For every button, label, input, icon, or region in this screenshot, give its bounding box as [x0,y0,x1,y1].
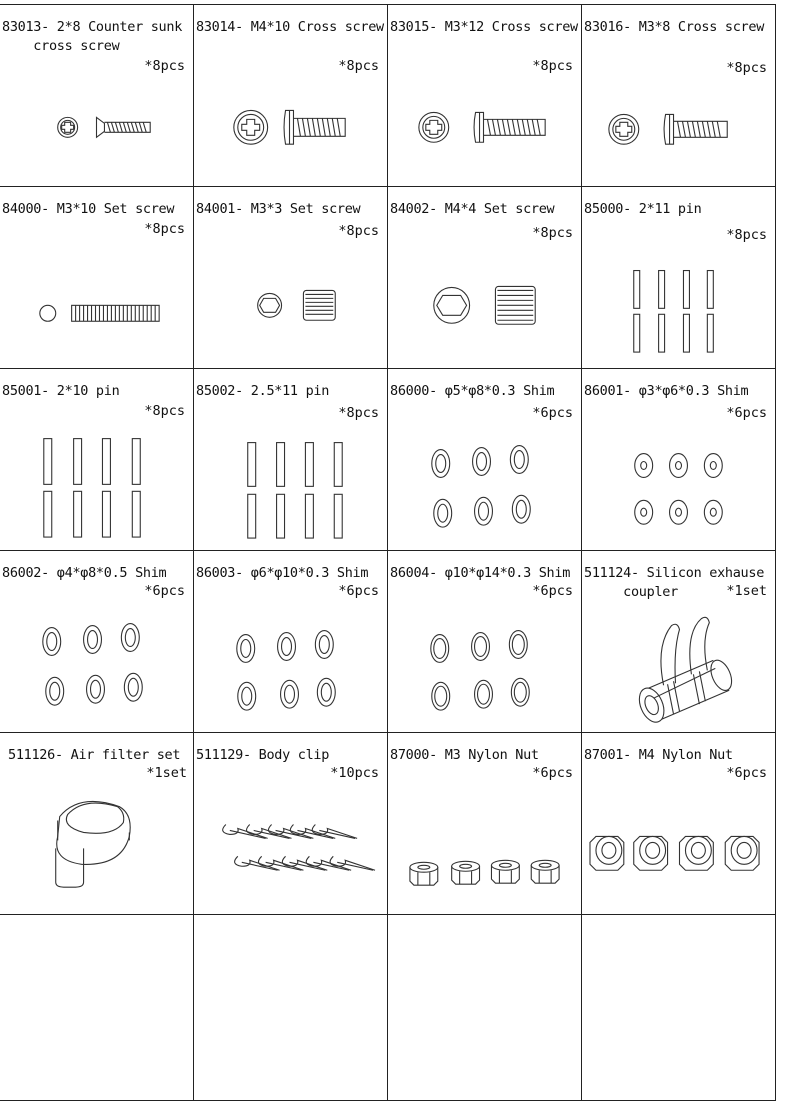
part-quantity: *8pcs [532,225,573,241]
part-name: M3*10 Set screw [56,201,175,217]
part-cell [0,187,194,368]
part-name: 2*8 Counter sunk cross screw [33,19,183,54]
part-name: φ10*φ14*0.3 Shim [444,565,571,581]
pins-icon [0,369,193,550]
part-quantity: *8pcs [726,60,767,76]
part-cell [388,551,582,732]
pins-icon [194,369,387,550]
part-cell [0,369,194,550]
shims-icon [388,369,581,550]
part-code: 86003- [196,565,243,581]
empty-cell [582,915,776,1100]
part-code: 511126- [8,747,63,763]
part-name: M3 Nylon Nut [444,747,539,763]
part-code: 87001- [584,747,631,763]
cross-screw-icon [194,5,387,186]
part-name: Body clip [258,747,330,763]
part-code: 87000- [390,747,437,763]
parts-row [0,369,776,551]
part-cell [0,5,194,186]
part-quantity: *8pcs [144,221,185,237]
part-cell [194,5,388,186]
empty-cell [0,915,194,1100]
part-quantity: *6pcs [726,405,767,421]
parts-grid [0,4,776,1101]
part-cell [194,187,388,368]
part-name: Silicon exhause coupler [623,565,765,600]
part-name: 2.5*11 pin [250,383,330,399]
part-name: φ5*φ8*0.3 Shim [444,383,555,399]
nylon-nut-small-icon [388,733,581,914]
part-quantity: *8pcs [338,58,379,74]
part-quantity: *8pcs [144,58,185,74]
part-name: M3*8 Cross screw [638,19,765,35]
part-cell [388,733,582,914]
part-name: 2*10 pin [56,383,120,399]
part-name: M3*12 Cross screw [444,19,578,35]
part-cell [582,369,776,550]
part-name: Air filter set [70,747,181,763]
part-quantity: *8pcs [338,405,379,421]
part-code: 85000- [584,201,631,217]
part-quantity: *10pcs [330,765,379,781]
shims-icon [582,369,775,550]
empty-cell [388,915,582,1100]
shims-icon [194,551,387,732]
set-screw-short-icon [388,187,581,368]
countersunk-screw-icon [0,5,193,186]
part-code: 86004- [390,565,437,581]
part-code: 511124- [584,565,639,581]
part-cell [0,733,194,914]
set-screw-long-icon [0,187,193,368]
shims-icon [0,551,193,732]
part-cell [0,551,194,732]
part-cell [582,5,776,186]
part-name: M4 Nylon Nut [638,747,733,763]
part-cell [582,551,776,732]
part-code: 83013- [2,19,49,35]
part-quantity: *1set [726,583,767,599]
part-code: 84002- [390,201,437,217]
part-cell [194,733,388,914]
part-code: 85001- [2,383,49,399]
part-code: 86001- [584,383,631,399]
part-cell [194,551,388,732]
part-quantity: *1set [146,765,187,781]
body-clip-icon [194,733,387,914]
part-name: φ4*φ8*0.5 Shim [56,565,167,581]
part-code: 86002- [2,565,49,581]
part-cell [388,369,582,550]
part-cell [388,5,582,186]
part-code: 84001- [196,201,243,217]
pins-icon [582,187,775,368]
nylon-nut-large-icon [582,733,775,914]
part-name: φ3*φ6*0.3 Shim [638,383,749,399]
part-cell [582,733,776,914]
part-code: 83016- [584,19,631,35]
part-cell [388,187,582,368]
part-quantity: *6pcs [532,765,573,781]
part-code: 84000- [2,201,49,217]
part-quantity: *6pcs [532,583,573,599]
exhaust-coupler-icon [582,551,775,732]
part-quantity: *6pcs [726,765,767,781]
part-quantity: *8pcs [726,227,767,243]
parts-row-empty [0,915,776,1101]
part-cell [582,187,776,368]
part-name: φ6*φ10*0.3 Shim [250,565,369,581]
part-quantity: *6pcs [338,583,379,599]
part-code: 83015- [390,19,437,35]
part-quantity: *6pcs [144,583,185,599]
part-quantity: *8pcs [144,403,185,419]
set-screw-short-icon [194,187,387,368]
part-code: 85002- [196,383,243,399]
cross-screw-icon [582,5,775,186]
parts-row [0,5,776,187]
cross-screw-icon [388,5,581,186]
parts-row [0,187,776,369]
part-name: 2*11 pin [638,201,702,217]
part-quantity: *8pcs [338,223,379,239]
empty-cell [194,915,388,1100]
part-code: 83014- [196,19,243,35]
parts-row [0,551,776,733]
part-name: M4*4 Set screw [444,201,555,217]
shims-icon [388,551,581,732]
part-code: 511129- [196,747,251,763]
part-code: 86000- [390,383,437,399]
air-filter-icon [0,733,193,914]
part-quantity: *8pcs [532,58,573,74]
part-name: M3*3 Set screw [250,201,361,217]
parts-row [0,733,776,915]
part-quantity: *6pcs [532,405,573,421]
part-name: M4*10 Cross screw [250,19,384,35]
part-cell [194,369,388,550]
